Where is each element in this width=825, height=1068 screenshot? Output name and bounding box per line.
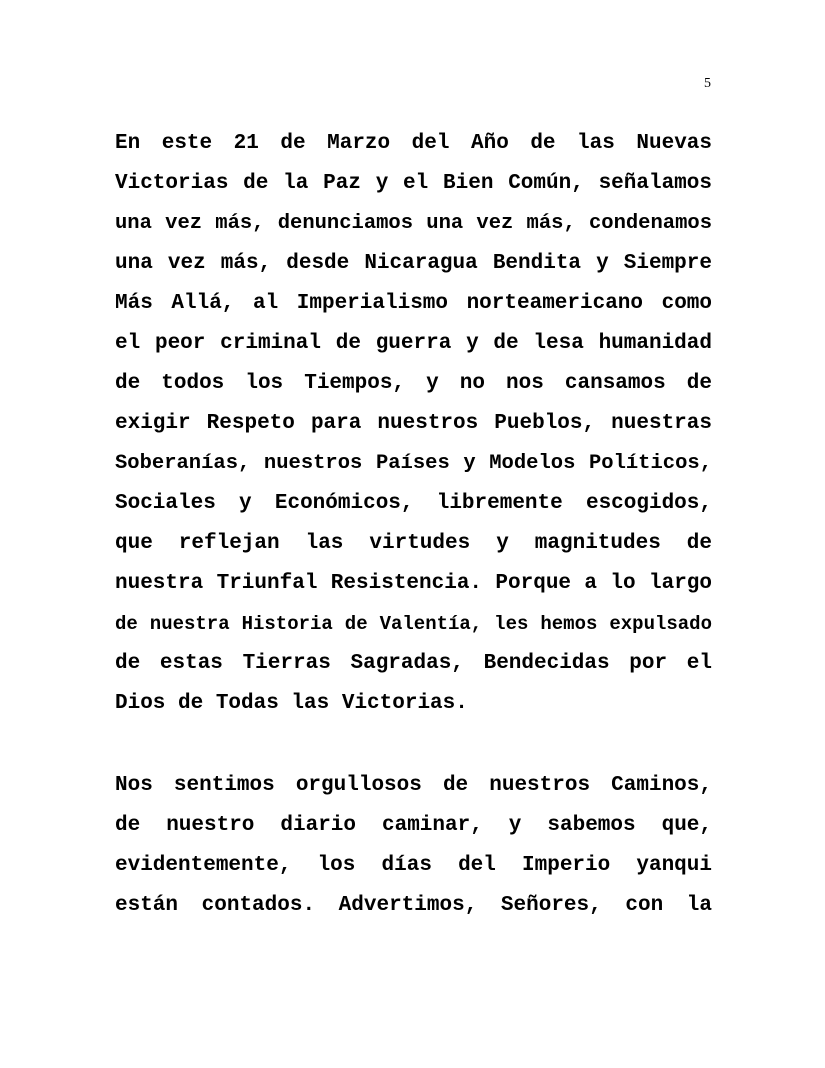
text-line: nuestra Triunfal Resistencia. Porque a lo largo [115,572,712,595]
text-line: En este 21 de Marzo del Año de las Nuevas [115,132,712,155]
text-line: de todos los Tiempos, y no nos cansamos de [115,372,712,395]
text-line: una vez más, denunciamos una vez más, condenamos [115,212,712,235]
text-line: que reflejan las virtudes y magnitudes de [115,532,712,555]
text-line: están contados. Advertimos, Señores, con la [115,894,712,917]
text-line: Sociales y Económicos, libremente escogidos, [115,492,712,515]
text-line: Victorias de la Paz y el Bien Común, señalamos [115,172,712,195]
text-line: Soberanías, nuestros Países y Modelos Políticos, [115,452,712,475]
paragraph-2 [115,766,712,926]
text-line: Dios de Todas las Victorias. [115,692,468,715]
paragraph-1 [115,124,712,724]
text-line: el peor criminal de guerra y de lesa humanidad [115,332,712,355]
text-line: Más Allá, al Imperialismo norteamericano como [115,292,712,315]
text-line: una vez más, desde Nicaragua Bendita y Siempre [115,252,712,275]
text-line: evidentemente, los días del Imperio yanqui [115,854,712,877]
text-line: Nos sentimos orgullosos de nuestros Caminos, [115,774,712,797]
text-line: exigir Respeto para nuestros Pueblos, nuestras [115,412,712,435]
page-number: 5 [704,76,711,91]
text-line: de nuestra Historia de Valentía, les hemos expulsado [115,613,712,635]
text-line: de nuestro diario caminar, y sabemos que, [115,814,712,837]
text-line: de estas Tierras Sagradas, Bendecidas por el [115,652,712,675]
